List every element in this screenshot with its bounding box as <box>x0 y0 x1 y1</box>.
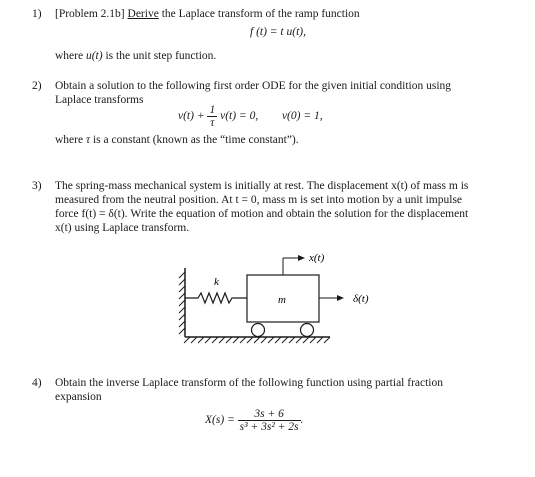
problem-3-line-4: x(t) using Laplace transform. <box>55 222 190 234</box>
ode-rhs: v(t) = 0, <box>220 110 259 123</box>
problem-4-line-1: Obtain the inverse Laplace transform of the following function using partial fraction <box>55 377 444 389</box>
problem-3-line-1: The spring-mass mechanical system is initially at rest. The displacement x(t) of mass m is <box>55 180 469 192</box>
ode-frac-den: τ <box>210 117 215 130</box>
tf-numerator: 3s + 6 <box>238 408 301 421</box>
problem-4-line-2: expansion <box>55 391 102 403</box>
derive-link[interactable]: Derive <box>127 8 159 20</box>
problem-3-line-2: measured from the neutral position. At t = 0, mass m is set into motion by a unit impulse <box>55 194 463 206</box>
floor-hatch <box>184 337 330 343</box>
tf-period: . <box>300 414 304 427</box>
spring <box>185 293 247 303</box>
ode-lhs: v(t) + <box>178 110 205 123</box>
problem-3-line-3: force f(t) = δ(t). Write the equation of motion and obtain the solution for the displacement <box>55 208 469 220</box>
wall-hatch <box>179 272 185 334</box>
where-prefix: where <box>55 50 86 62</box>
problem-2-line-2: Laplace transforms <box>55 94 144 106</box>
problem-2-number: 2) <box>32 80 42 92</box>
ode-frac-num: 1 <box>209 104 216 116</box>
ode-initial-condition: v(0) = 1, <box>281 110 323 123</box>
force-arrowhead <box>337 295 344 301</box>
tf-denominator: s³ + 3s² + 2s <box>239 421 299 434</box>
where-var-2: τ <box>85 134 91 146</box>
where-var: u(t) <box>85 50 103 62</box>
force-label: δ(t) <box>353 293 369 305</box>
problem-3-number: 3) <box>32 180 42 192</box>
transfer-function-equation <box>205 408 303 433</box>
problem-1-number: 1) <box>32 8 42 20</box>
where-prefix-2: where <box>55 134 86 146</box>
ramp-function-equation: f (t) = t u(t), <box>250 26 306 38</box>
wheel-right <box>301 324 314 337</box>
problem-1-prefix: [Problem 2.1b] <box>55 8 128 20</box>
tf-fraction <box>238 408 301 433</box>
displacement-arrowhead <box>298 255 305 261</box>
problem-1-rest: the Laplace transform of the ramp function <box>158 8 360 20</box>
where-rest-2: is a constant (known as the “time constant”). <box>90 134 299 146</box>
problem-4-number: 4) <box>32 377 42 389</box>
problem-2-line-1: Obtain a solution to the following first order ODE for the given initial condition using <box>55 80 452 92</box>
spring-label: k <box>214 276 219 288</box>
tf-lhs: X(s) = <box>205 414 235 427</box>
displacement-label: x(t) <box>309 252 325 264</box>
mass-label: m <box>278 294 286 306</box>
where-rest: is the unit step function. <box>102 50 217 62</box>
wheel-left <box>252 324 265 337</box>
